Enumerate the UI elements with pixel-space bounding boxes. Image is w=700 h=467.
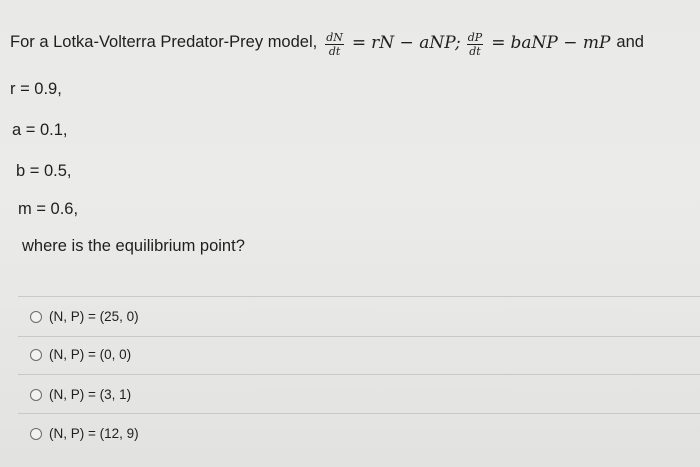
dn-numerator: dN <box>326 31 343 44</box>
option-label: (N, P) = (3, 1) <box>49 387 132 402</box>
dn-dt-fraction <box>325 32 344 57</box>
param-b: b = 0.5, <box>16 162 72 180</box>
param-a: a = 0.1, <box>12 121 68 139</box>
radio-button[interactable] <box>30 428 42 440</box>
predator-equation-rhs: baNP − mP <box>510 32 611 53</box>
divider <box>18 413 700 414</box>
divider <box>18 336 700 337</box>
answer-option[interactable] <box>30 387 131 402</box>
answer-option[interactable] <box>30 426 139 441</box>
question-outro: and <box>616 33 644 51</box>
equals-sign: = <box>491 32 506 53</box>
dp-dt-fraction <box>467 32 483 57</box>
answer-option[interactable] <box>30 347 131 362</box>
divider <box>18 296 700 297</box>
option-label: (N, P) = (25, 0) <box>49 309 139 324</box>
dt-denominator: dt <box>328 45 341 58</box>
param-m: m = 0.6, <box>18 200 79 218</box>
dp-numerator: dP <box>467 31 483 44</box>
question-intro: For a Lotka-Volterra Predator-Prey model, <box>10 33 318 51</box>
question-prompt: where is the equilibrium point? <box>22 237 245 255</box>
equals-sign: = <box>351 32 367 53</box>
question-text <box>10 30 644 58</box>
radio-button[interactable] <box>30 349 42 361</box>
param-r: r = 0.9, <box>10 80 62 98</box>
radio-button[interactable] <box>30 389 42 401</box>
option-label: (N, P) = (0, 0) <box>49 347 132 362</box>
answer-option[interactable] <box>30 309 139 324</box>
dt-denominator: dt <box>469 45 481 58</box>
prey-equation-rhs: rN − aNP; <box>371 32 461 53</box>
divider <box>18 374 700 375</box>
radio-button[interactable] <box>30 311 42 323</box>
option-label: (N, P) = (12, 9) <box>49 426 139 441</box>
